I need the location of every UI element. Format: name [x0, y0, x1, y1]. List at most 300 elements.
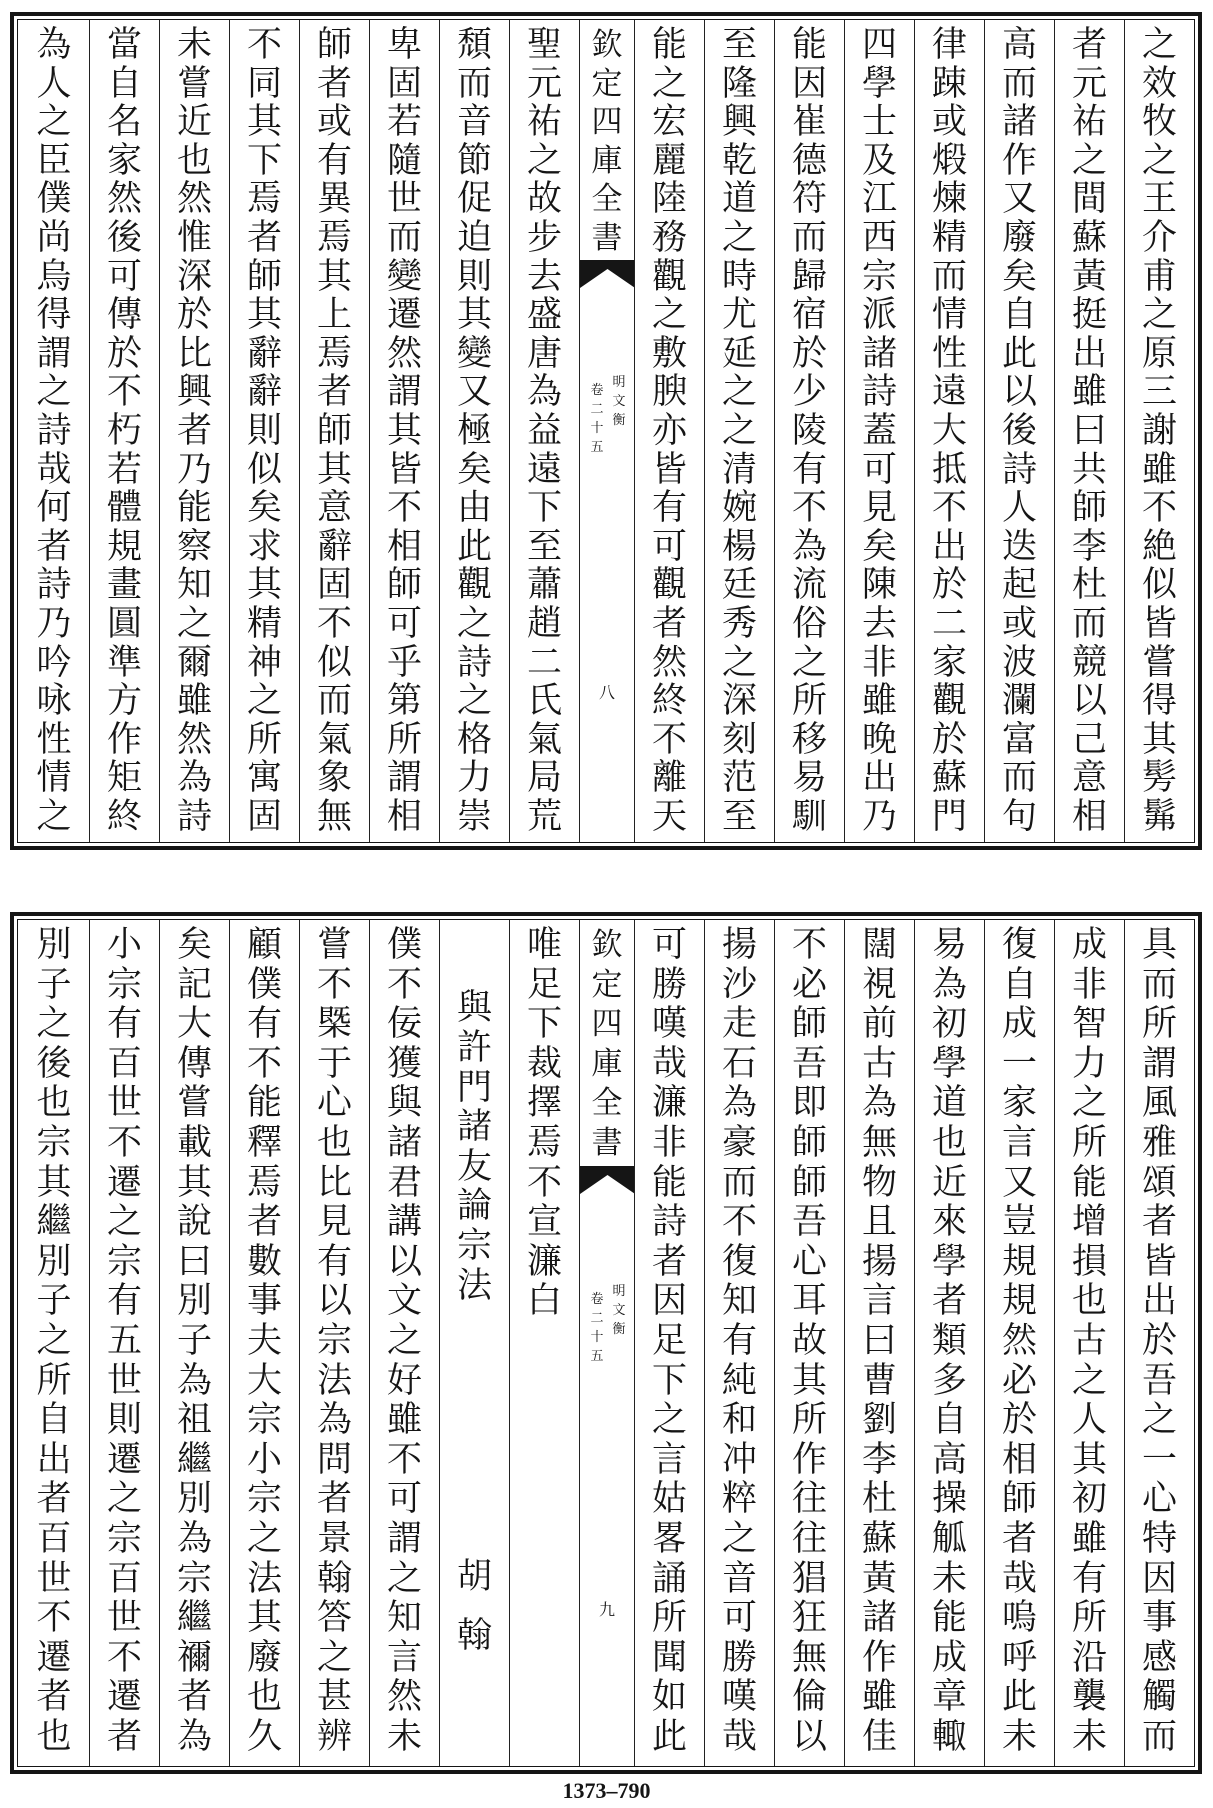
character: 作 [791, 1440, 827, 1480]
character: 言 [861, 1282, 897, 1322]
character: 則 [246, 411, 282, 451]
character: 為 [931, 965, 967, 1005]
character: 也 [931, 1123, 967, 1163]
character: 九 [598, 1600, 615, 1620]
character: 類 [931, 1321, 967, 1361]
column-text [90, 26, 159, 836]
character: 為 [791, 527, 827, 567]
character: 力 [456, 759, 492, 798]
character: 所 [651, 1599, 687, 1639]
character: 詩 [176, 797, 212, 837]
character: 矣 [456, 450, 492, 490]
character: 其 [176, 1163, 212, 1203]
character: 濂 [651, 1084, 687, 1124]
character: 元 [526, 64, 562, 104]
character: 頌 [1141, 1163, 1177, 1203]
character: 蘇 [861, 1519, 897, 1559]
character: 馴 [791, 797, 827, 837]
character: 有 [316, 1242, 352, 1282]
character: 卷 [590, 383, 604, 399]
character: 者 [651, 604, 687, 644]
character: 宗 [456, 1226, 492, 1266]
character: 觚 [931, 1519, 967, 1559]
character: 不 [386, 965, 422, 1005]
character: 石 [721, 1044, 757, 1084]
character: 似 [1141, 566, 1177, 605]
character: 然 [386, 1678, 422, 1718]
character: 象 [316, 759, 352, 798]
character: 八 [598, 683, 615, 703]
text-column [229, 20, 299, 842]
character: 宗 [106, 1519, 142, 1559]
character: 氣 [526, 720, 562, 760]
character: 之 [1071, 141, 1107, 181]
character: 去 [526, 257, 562, 297]
character: 故 [526, 180, 562, 219]
character: 風 [1141, 1084, 1177, 1124]
character: 李 [861, 1440, 897, 1480]
character: 因 [791, 64, 827, 104]
character: 可 [386, 1480, 422, 1520]
character: 唐 [526, 334, 562, 374]
character: 則 [106, 1401, 142, 1441]
character: 介 [1141, 218, 1177, 258]
character: 者 [316, 373, 352, 412]
character: 也 [36, 1084, 72, 1124]
character: 不 [721, 1203, 757, 1243]
character: 言 [1001, 1123, 1037, 1163]
character: 或 [931, 103, 967, 142]
character: 可 [861, 450, 897, 490]
character: 性 [36, 720, 72, 760]
character: 於 [176, 296, 212, 335]
character: 曰 [861, 1321, 897, 1361]
character: 能 [791, 26, 827, 65]
character: 趙 [526, 604, 562, 644]
character: 相 [386, 527, 422, 567]
character: 家 [931, 643, 967, 683]
character: 不 [316, 604, 352, 644]
character: 全 [591, 1085, 623, 1122]
character: 之 [1071, 1084, 1107, 1124]
character: 沿 [1071, 1638, 1107, 1678]
character: 裁 [526, 1044, 562, 1084]
character: 矣 [861, 527, 897, 567]
text-column [89, 20, 159, 842]
character: 姑 [651, 1480, 687, 1520]
character: 而 [316, 682, 352, 721]
character: 氏 [526, 682, 562, 721]
character: 律 [931, 26, 967, 65]
character: 乎 [386, 643, 422, 683]
column-text [370, 26, 439, 836]
character: 之 [526, 141, 562, 181]
character: 於 [1001, 1401, 1037, 1441]
character: 呼 [1001, 1638, 1037, 1678]
character: 聖 [526, 26, 562, 65]
character: 之 [1141, 141, 1177, 181]
character: 世 [36, 1559, 72, 1599]
character: 答 [316, 1599, 352, 1639]
character: 離 [651, 759, 687, 798]
character: 去 [861, 604, 897, 644]
character: 倫 [791, 1678, 827, 1718]
character: 五 [106, 1321, 142, 1361]
character: 以 [316, 1282, 352, 1322]
character: 事 [246, 1282, 282, 1322]
character: 之 [316, 1638, 352, 1678]
character: 白 [526, 1282, 562, 1322]
character: 者 [36, 1678, 72, 1718]
column-text [230, 26, 299, 836]
character: 一 [1001, 1044, 1037, 1084]
character: 事 [1141, 1599, 1177, 1639]
character: 嘗 [176, 1084, 212, 1124]
character: 遠 [526, 450, 562, 490]
character: 世 [106, 1084, 142, 1124]
character: 嘗 [316, 926, 352, 965]
character: 庫 [591, 142, 623, 179]
character: 人 [36, 64, 72, 104]
character: 揚 [721, 926, 757, 965]
character: 之 [386, 1321, 422, 1361]
character: 若 [106, 450, 142, 490]
character: 不 [246, 1044, 282, 1084]
character: 之 [1141, 296, 1177, 335]
character: 王 [1141, 180, 1177, 219]
character: 見 [316, 1203, 352, 1243]
character: 作 [106, 720, 142, 760]
character: 出 [931, 527, 967, 567]
character: 乃 [861, 797, 897, 837]
character: 有 [791, 450, 827, 490]
character: 作 [861, 1638, 897, 1678]
character: 刻 [721, 720, 757, 760]
character: 之 [651, 296, 687, 335]
text-column [1054, 20, 1124, 842]
character: 與 [456, 989, 492, 1029]
character: 多 [931, 1361, 967, 1401]
character: 之 [36, 797, 72, 837]
character: 濂 [526, 1242, 562, 1282]
character: 卑 [386, 26, 422, 65]
text-column [369, 20, 439, 842]
character: 所 [791, 1401, 827, 1441]
character: 下 [526, 489, 562, 528]
character: 崔 [791, 103, 827, 142]
character: 終 [651, 682, 687, 721]
character: 為 [526, 373, 562, 412]
character: 成 [1071, 926, 1107, 965]
character: 子 [36, 1282, 72, 1322]
character: 詩 [456, 643, 492, 683]
character: 定 [591, 65, 623, 102]
character: 可 [651, 926, 687, 965]
character: 自 [1001, 965, 1037, 1005]
character: 數 [246, 1242, 282, 1282]
character: 吾 [1141, 1361, 1177, 1401]
character: 宿 [791, 296, 827, 335]
character: 焉 [246, 1163, 282, 1203]
fish-tail-mark [580, 260, 634, 288]
character: 牧 [1141, 103, 1177, 142]
character: 迭 [1001, 527, 1037, 567]
character: 二 [590, 1311, 604, 1327]
character: 益 [526, 411, 562, 451]
character: 世 [386, 180, 422, 219]
character: 音 [456, 103, 492, 142]
character: 者 [246, 218, 282, 258]
character: 而 [1001, 64, 1037, 104]
character: 之 [36, 1005, 72, 1045]
character: 前 [861, 1005, 897, 1045]
character: 僕 [386, 926, 422, 965]
character: 之 [721, 643, 757, 683]
character: 吾 [791, 1044, 827, 1084]
character: 書 [591, 219, 623, 256]
character: 不 [36, 1599, 72, 1639]
character: 說 [176, 1203, 212, 1243]
character: 之 [791, 643, 827, 683]
character: 煅 [931, 141, 967, 181]
character: 繼 [176, 1599, 212, 1639]
character: 曰 [1071, 411, 1107, 451]
character: 非 [861, 643, 897, 683]
character: 雖 [176, 682, 212, 721]
character: 出 [861, 759, 897, 798]
character: 三 [1141, 373, 1177, 412]
character: 子 [36, 965, 72, 1005]
character: 步 [526, 218, 562, 258]
column-text [635, 26, 704, 836]
character: 比 [176, 334, 212, 374]
character: 其 [246, 566, 282, 605]
character: 僕 [36, 180, 72, 219]
character: 為 [721, 1084, 757, 1124]
character: 學 [931, 1242, 967, 1282]
character: 第 [386, 682, 422, 721]
character: 沙 [721, 965, 757, 1005]
center-strip [579, 20, 634, 842]
character: 和 [721, 1401, 757, 1441]
character: 矩 [106, 759, 142, 798]
center-strip [579, 920, 634, 1766]
character: 延 [721, 334, 757, 374]
column-text [300, 926, 369, 1757]
character: 師 [246, 257, 282, 297]
character: 不 [386, 489, 422, 528]
character: 此 [1001, 1678, 1037, 1718]
character: 性 [931, 334, 967, 374]
character: 皆 [1141, 1242, 1177, 1282]
character: 隨 [386, 141, 422, 181]
character: 劉 [861, 1401, 897, 1441]
character: 謂 [386, 373, 422, 412]
author-name [440, 1548, 509, 1667]
character: 未 [1071, 1717, 1107, 1757]
character: 翰 [316, 1559, 352, 1599]
character: 此 [1001, 334, 1037, 374]
character: 富 [1001, 720, 1037, 760]
character: 學 [931, 1044, 967, 1084]
character: 景 [316, 1519, 352, 1559]
character: 心 [1141, 1480, 1177, 1520]
character: 後 [106, 218, 142, 258]
character: 故 [791, 1321, 827, 1361]
volume-label [589, 381, 605, 457]
text-column [774, 920, 844, 1766]
character: 似 [316, 643, 352, 683]
character: 陳 [861, 566, 897, 605]
character: 嘆 [721, 1678, 757, 1718]
character: 古 [861, 1044, 897, 1084]
character: 別 [36, 1242, 72, 1282]
character: 其 [456, 296, 492, 335]
character: 宗 [246, 1401, 282, 1441]
column-text [845, 926, 914, 1757]
character: 章 [931, 1678, 967, 1718]
character: 相 [1071, 797, 1107, 837]
character: 異 [316, 180, 352, 219]
character: 宗 [861, 257, 897, 297]
character: 其 [1071, 1440, 1107, 1480]
character: 而 [721, 1163, 757, 1203]
character: 衡 [612, 413, 626, 429]
character: 師 [791, 1005, 827, 1045]
character: 出 [1071, 334, 1107, 374]
character: 庫 [591, 1045, 623, 1082]
character: 不 [106, 1638, 142, 1678]
character: 講 [386, 1203, 422, 1243]
text-column [509, 20, 579, 842]
character: 揚 [861, 1242, 897, 1282]
column-text [915, 926, 984, 1757]
character: 頹 [456, 26, 492, 65]
character: 增 [1071, 1203, 1107, 1243]
character: 獲 [386, 1044, 422, 1084]
text-column [299, 920, 369, 1766]
character: 雖 [1071, 373, 1107, 412]
text-column [1124, 920, 1194, 1766]
character: 有 [651, 489, 687, 528]
character: 杜 [1071, 566, 1107, 605]
character: 抵 [931, 450, 967, 490]
character: 其 [246, 103, 282, 142]
character: 師 [316, 411, 352, 451]
character: 復 [1001, 926, 1037, 965]
character: 其 [246, 296, 282, 335]
character: 釋 [246, 1123, 282, 1163]
character: 為 [36, 26, 72, 65]
character: 以 [386, 1242, 422, 1282]
character: 能 [176, 489, 212, 528]
character: 僕 [246, 965, 282, 1005]
character: 詩 [1001, 450, 1037, 490]
series-title [580, 26, 634, 258]
character: 黃 [1071, 257, 1107, 297]
character: 然 [651, 643, 687, 683]
character: 傳 [106, 296, 142, 335]
character: 可 [651, 527, 687, 567]
character: 大 [246, 1361, 282, 1401]
character: 見 [861, 489, 897, 528]
character: 襲 [1071, 1678, 1107, 1718]
character: 烏 [36, 257, 72, 297]
character: 槩 [316, 1005, 352, 1045]
text-column [229, 920, 299, 1766]
character: 不 [931, 489, 967, 528]
text-column [984, 20, 1054, 842]
character: 觀 [651, 257, 687, 297]
text-column [704, 920, 774, 1766]
character: 未 [931, 1559, 967, 1599]
character: 聞 [651, 1638, 687, 1678]
character: 祖 [176, 1401, 212, 1441]
character: 之 [246, 1519, 282, 1559]
character: 言 [386, 1638, 422, 1678]
character: 或 [316, 103, 352, 142]
character: 者 [36, 1480, 72, 1520]
character: 李 [1071, 527, 1107, 567]
character: 比 [316, 1163, 352, 1203]
character: 興 [176, 373, 212, 412]
character: 尚 [36, 218, 72, 258]
character: 門 [456, 1068, 492, 1108]
character: 格 [456, 720, 492, 760]
character: 寓 [246, 759, 282, 798]
character: 德 [791, 141, 827, 181]
character: 相 [386, 797, 422, 837]
column-text [1125, 926, 1194, 1757]
character: 腴 [651, 373, 687, 412]
column-text [1125, 26, 1194, 836]
character: 子 [176, 1321, 212, 1361]
character: 出 [36, 1440, 72, 1480]
character: 謂 [36, 334, 72, 374]
character: 廷 [721, 566, 757, 605]
character: 為 [176, 759, 212, 798]
character: 辭 [316, 527, 352, 567]
character: 惟 [176, 218, 212, 258]
character: 復 [721, 1242, 757, 1282]
character: 未 [176, 26, 212, 65]
character: 唯 [526, 926, 562, 965]
character: 煉 [931, 180, 967, 219]
character: 門 [931, 797, 967, 837]
column-text [775, 926, 844, 1757]
character: 觀 [456, 566, 492, 605]
character: 陸 [651, 180, 687, 219]
character: 皆 [651, 450, 687, 490]
character: 元 [1071, 64, 1107, 104]
character: 變 [456, 334, 492, 374]
column-text [160, 26, 229, 836]
character: 於 [931, 566, 967, 605]
character: 隆 [721, 64, 757, 104]
character: 似 [246, 450, 282, 490]
character: 法 [316, 1361, 352, 1401]
character: 焉 [316, 334, 352, 374]
character: 者 [176, 1678, 212, 1718]
character: 以 [1001, 373, 1037, 412]
character: 闊 [861, 926, 897, 965]
text-column [19, 20, 89, 842]
character: 不 [1141, 489, 1177, 528]
character: 畧 [651, 1519, 687, 1559]
character: 詩 [36, 566, 72, 605]
text-column [369, 920, 439, 1766]
character: 四 [861, 26, 897, 65]
